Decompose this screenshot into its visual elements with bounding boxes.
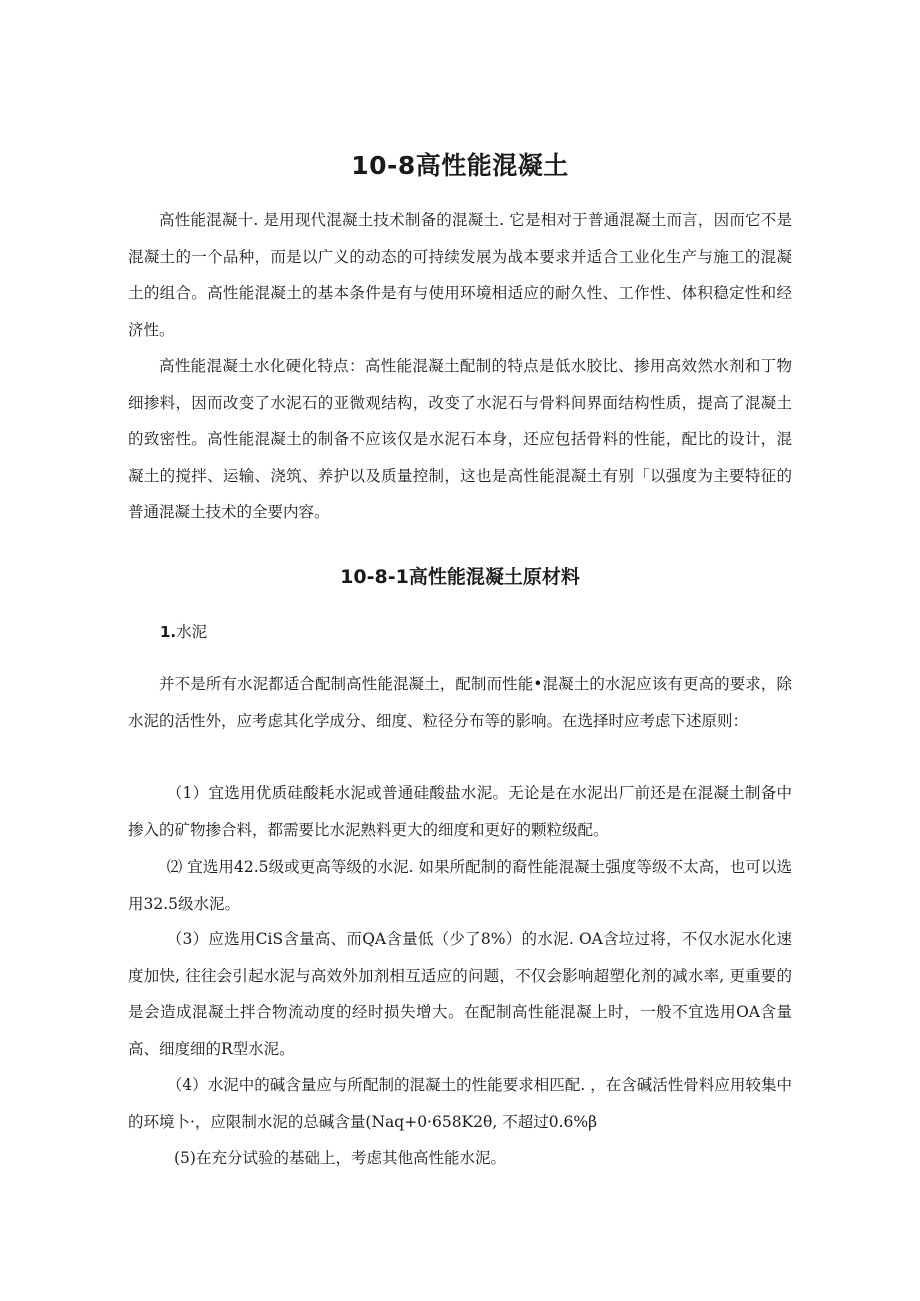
document-title: 10-8高性能混凝土	[351, 151, 569, 180]
hydration-paragraph: 高性能混凝土水化硬化特点：高性能混凝土配制的特点是低水胶比、掺用高效然水剂和丁物细掺料，因而改变了水泥石的亚微观结构，改变了水泥石与骨料间界面结构性质，提高了混凝土的致密性。高性能混凝土的制备不应该仅是水泥石本身，还应包括骨料的性能，配比的设计，混凝土的搅拌、运输、浇筑、养护以及质量控制，这也是高性能混凝土有别「以强度为主要特征的普通混凝土技术的全要内容。	[128, 357, 792, 521]
principle-item-3: （3）应选用CiS含量高、而QA含量低（少了8%）的水泥. OA含垃过将，不仅水泥水化速度加快, 往往会引起水泥与高效外加剂相互适应的问题，不仅会影响超塑化剂的减水率, 更重要的是会造成混凝土拌合物流动度的经时损失增大。在配制高性能混凝上时，一般不宜选用OA含量高、细度细的R型水泥。	[128, 930, 792, 1058]
principle-item-1: （1）宜选用优质硅酸耗水泥或普通硅酸盐水泥。无论是在水泥出厂前还是在混凝土制备中掺入的矿物掺合料，都需要比水泥熟料更大的细度和更好的颗粒级配。	[128, 784, 792, 839]
subsection-number: 1.	[160, 623, 177, 641]
principle-item-5: (5)在充分试验的基础上，考虑其他高性能水泥。	[174, 1149, 506, 1167]
intro-paragraph: 高性能混凝十. 是用现代混凝土技术制备的混凝土. 它是相对于普通混凝土而言，因而它不是混凝土的一个品种，而是以广义的动态的可持续发展为战本要求并适合工业化生产与施工的混凝土的组合。高性能混凝土的基本条件是有与使用环境相适应的耐久性、工作性、体积稳定性和经济性。	[128, 211, 792, 339]
section-title: 10-8-1高性能混凝土原材料	[340, 566, 580, 588]
subsection-heading	[160, 620, 207, 642]
subsection-title: 水泥	[176, 623, 208, 641]
principle-item-4: （4）水泥中的碱含量应与所配制的混凝土的性能要求相匹配. ，在含碱活性骨料应用较集中的环境卜·，应限制水泥的总碱含量(Naq+0·658K2θ, 不超过0.6%β	[128, 1076, 792, 1131]
cement-intro-paragraph: 并不是所有水泥都适合配制高性能混凝土，配制而性能•混凝土的水泥应该有更高的要求，除水泥的活性外，应考虑其化学成分、细度、粒径分布等的影响。在选择时应考虑下述原则：	[128, 675, 792, 730]
principle-item-2: ⑵ 宜选用42.5级或更高等级的水泥. 如果所配制的裔性能混凝土强度等级不太高，也可以选用32.5级水泥。	[128, 858, 792, 913]
